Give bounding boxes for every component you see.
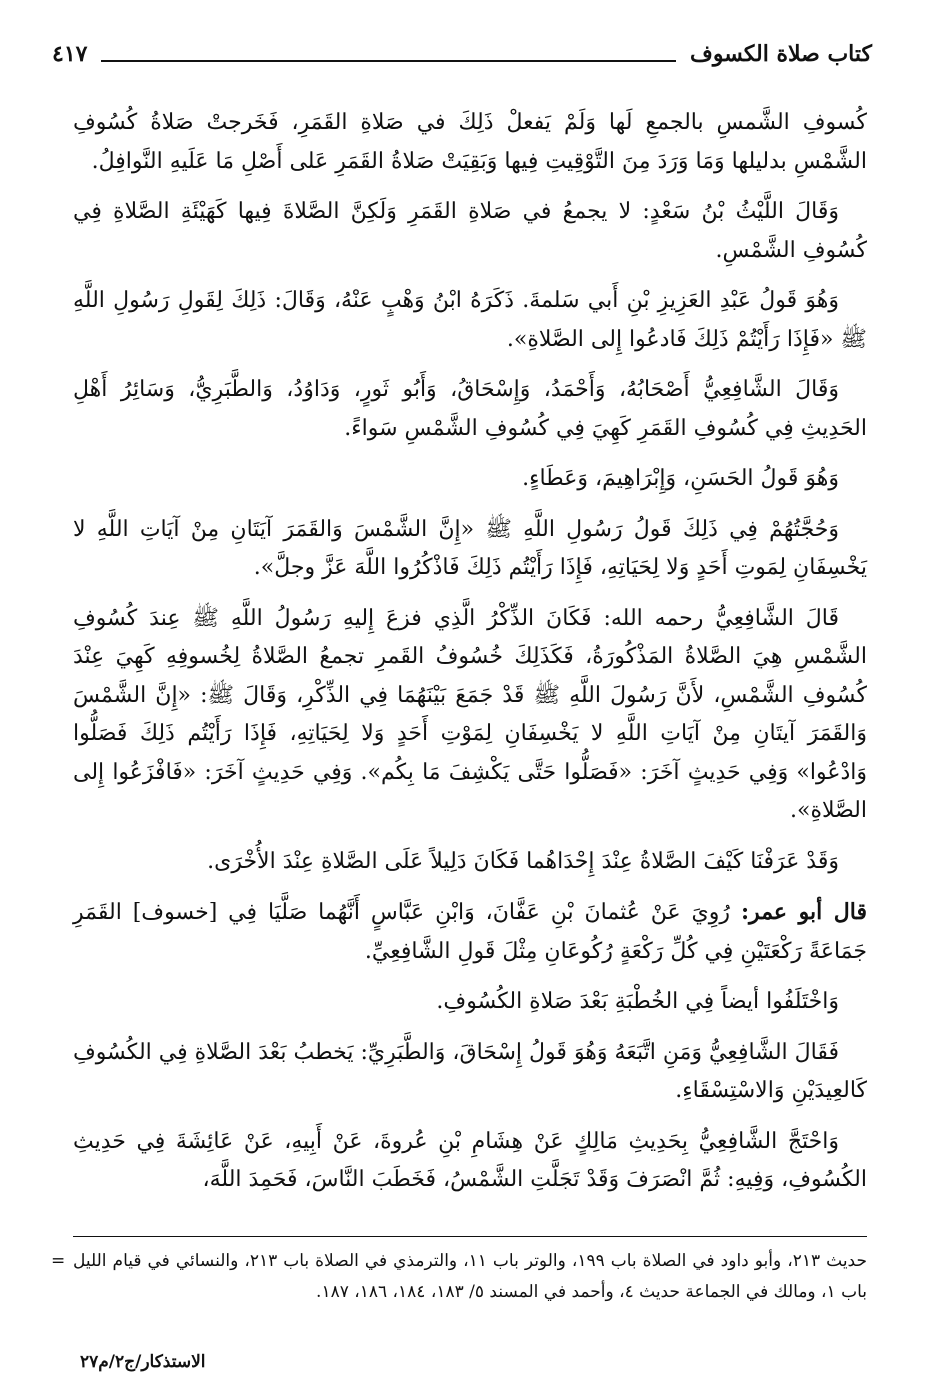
paragraph-text: فَقَالَ الشَّافِعِيُّ وَمَنِ اتَّبَعَهُ وَهُوَ قَولُ إِسْحَاقَ، وَالطَّبَرِيِّ: يَخطبُ بَعْدَ الصَّلاةِ فِي الكُسُوفِ كَالعِيدَيْنِ وَالاسْتِسْقَاءِ. xyxy=(73,1039,867,1103)
paragraph-text: وَحُجَّتُهُمْ فِي ذَلِكَ قَولُ رَسُولِ اللَّهِ ﷺ «إِنَّ الشَّمْسَ وَالقَمَرَ آيَتَانِ مِنْ آيَاتِ اللَّهِ لا يَخْسِفَانِ لِمَوتِ أَحَدٍ وَلا لِحَيَاتِهِ، فَإِذَا رَأَيْتُم ذَلِكَ فَاذْكُرُوا اللَّهَ عَزَّ وجلَّ». xyxy=(73,516,867,580)
paragraph-text: رُوِيَ عَنْ عُثمانَ بْنِ عَفَّانَ، وَابْنِ عَبَّاسٍ أَنَّهُما صَلَّيَا فِي [خسوف] القَمَرِ جَمَاعَةً رَكْعَتَيْنِ فِي كُلِّ رَكْعَةٍ رُكُوعَانِ مِثْلَ قَولِ الشَّافِعِيِّ. xyxy=(73,900,867,964)
paragraph-text: وَهُوَ قَولُ عَبْدِ العَزِيزِ بْنِ أَبي سَلمةَ. ذَكَرَهُ ابْنُ وَهْبٍ عَنْهُ، وَقَالَ: ذَلِكَ لِقَولِ رَسُولِ اللَّهِ ﷺ «فَإِذَا رَأَيْتُمْ ذَلِكَ فَادعُوا إِلى الصَّلاةِ». xyxy=(73,288,867,352)
paragraph-text: قَالَ الشَّافِعِيُّ رحمه الله: فَكَانَ الذِّكْرُ الَّذِي فزعَ إِليهِ رَسُولُ اللَّهِ ﷺ عِندَ كُسُوفِ الشَّمْسِ هِيَ الصَّلاةُ المَذْكُورَةُ، فَكَذَلِكَ خُسُوفُ القَمرِ تجمعُ الصَّلاةُ لِخُسوفِهِ كَهِيَ عِنْدَ كُسُوفِ الشَّمْسِ، لأَنَّ رَسُولَ اللَّهِ ﷺ قَدْ جَمَعَ بَيْنَهُمَا فِي الذِّكْرِ، وَقَالَ ﷺ: «إِنَّ الشَّمْسَ وَالقَمَرَ آيتَانِ مِنْ آيَاتِ اللَّهِ لا يَخْسِفَانِ لِمَوْتِ أَحَدٍ وَلا لِحَيَاتِهِ، فَإِذَا رَأَيْتُم ذَلِكَ فَصَلُّوا وَادْعُوا» وَفِي حَدِيثٍ آخَرَ: «فَصَلُّوا حَتَّى يَكْشِفَ مَا بِكُم». وَفِي حَدِيثٍ آخَرَ: «فَافْزَعُوا إِلى الصَّلاةِ». xyxy=(73,605,867,823)
paragraph-12 xyxy=(73,1123,867,1200)
author-lead: قال أبو عمر: xyxy=(740,899,867,925)
paragraph-5 xyxy=(73,460,867,499)
paragraph-1 xyxy=(73,104,867,181)
running-title: كتاب صلاة الكسوف xyxy=(690,41,872,67)
header-rule xyxy=(101,60,676,62)
paragraph-8 xyxy=(73,843,867,882)
paragraph-6 xyxy=(73,511,867,588)
footnote-rule xyxy=(73,1236,867,1237)
paragraph-4 xyxy=(73,371,867,448)
main-text xyxy=(73,104,867,1212)
paragraph-text: كُسوفِ الشَّمسِ بالجمعِ لَها وَلَمْ يَفعلْ ذَلِكَ في صَلاةِ القَمَرِ، فَخَرجتْ صَلاةُ كُسُوفِ الشَّمْسِ بدليلها وَمَا وَرَدَ مِنَ التَّوْقِيتِ فِيها وَبَقِيَتْ صَلاةُ القَمَرِ عَلى أَصْلِ مَا عَلَيهِ النَّوافِلُ. xyxy=(73,110,867,174)
footnote-text: حديث ٢١٣، وأبو داود في الصلاة باب ١٩٩، والوتر باب ١١، والترمذي في الصلاة باب ٢١٣، والنسائي في قيام الليل باب ١، ومالك في الجماعة حديث ٤، وأحمد في المسند ٥/ ١٨٣، ١٨٤، ١٨٦، ١٨٧. xyxy=(73,1251,867,1302)
paragraph-3 xyxy=(73,282,867,359)
paragraph-10 xyxy=(73,983,867,1022)
paragraph-11 xyxy=(73,1034,867,1111)
paragraph-text: وَقَدْ عَرَفْنَا كَيْفَ الصَّلاةُ عِنْدَ إِحْدَاهُما فَكَانَ دَلِيلاً عَلَى الصَّلاةِ عِنْدَ الأُخْرَى. xyxy=(207,848,839,874)
paragraph-text: وَاخْتَلَفُوا أيضاً فِي الخُطْبَةِ بَعْدَ صَلاةِ الكُسُوفِ. xyxy=(436,989,839,1014)
paragraph-text: وَقَالَ الشَّافِعِيُّ أَصْحَابُهُ، وَأَحْمَدُ، وَإِسْحَاقُ، وَأَبُو ثَورٍ، وَدَاوُدُ، وَالطَّبَرِيُّ، وَسَائِرُ أَهْلِ الحَدِيثِ فِي كُسُوفِ القَمَرِ كَهِيَ فِي كُسُوفِ الشَّمْسِ سَواءً. xyxy=(73,377,867,441)
printer-signature: الاستذكار/ج٢/م٢٧ xyxy=(80,1352,206,1372)
footnote-continuation-marker: = xyxy=(51,1251,66,1271)
page-header xyxy=(52,34,872,74)
paragraph-7 xyxy=(73,600,867,831)
page-number: ٤١٧ xyxy=(52,41,88,67)
paragraph-9 xyxy=(73,893,867,971)
paragraph-text: وَهُوَ قَولُ الحَسَنِ، وَإِبْرَاهِيمَ، وَعَطَاءٍ. xyxy=(522,466,839,491)
paragraph-text: وَاحْتَجَّ الشَّافِعِيُّ بِحَدِيثِ مَالِكٍ عَنْ هِشَامِ بْنِ عُروةَ، عَنْ أَبِيهِ، عَنْ عَائِشَةَ فِي حَدِيثِ الكُسُوفِ، وَفِيهِ: ثُمَّ انْصَرَفَ وَقَدْ تَجَلَّتِ الشَّمْسُ، فَخَطَبَ النَّاسَ، فَحَمِدَ اللَّهَ، xyxy=(73,1128,867,1192)
paragraph-text: وَقَالَ اللَّيْثُ بْنُ سَعْدٍ: لا يجمعُ في صَلاةِ القَمَرِ وَلَكِنَّ الصَّلاةَ فِيها كَهَيْئَةِ الصَّلاةِ فِي كُسُوفِ الشَّمْسِ. xyxy=(73,199,867,263)
footnote xyxy=(51,1246,867,1308)
paragraph-2 xyxy=(73,193,867,270)
